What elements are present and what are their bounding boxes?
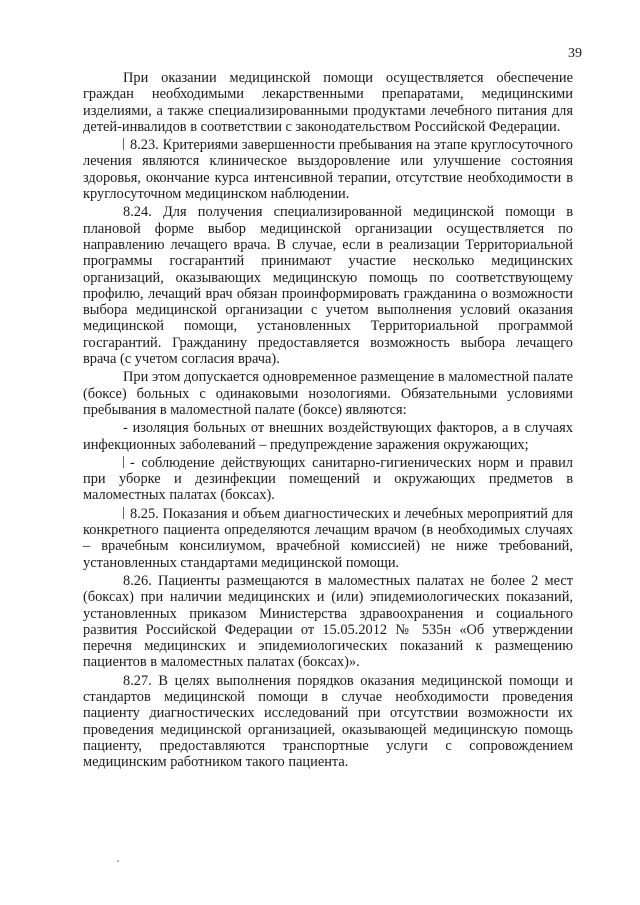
paragraph-text: 8.25. Показания и объем диагностических и лечебных мероприятий для конкретного пациента определяются лечащим врачом (в необходимых случаях – врачебным консилиумом, врачебной комиссией) не ниже требований, установленных стандартами медицинской помощи. (83, 505, 573, 571)
margin-mark (123, 507, 124, 519)
page-number: 39 (568, 46, 582, 61)
margin-mark (123, 138, 124, 150)
paragraph-8-23 (83, 137, 573, 202)
paragraph-text: 8.23. Критериями завершенности пребывания на этапе круглосуточного лечения являются клиническое выздоровление или улучшение состояния здоровья, окончание курса интенсивной терапии, отсутствие необходимости в круглосуточном медицинском наблюдении. (83, 137, 573, 203)
paragraph-medication-provision: При оказании медицинской помощи осуществляется обеспечение граждан необходимыми лекарственными препаратами, медицинскими изделиями, а также специализированными продуктами лечебного питания для детей-инвалидов в соответствии с законодательством Российской Федерации. (83, 70, 573, 135)
paragraph-text: - соблюдение действующих санитарно-гигиенических норм и правил при уборке и дезинфекции помещений и окружающих предметов в маломестных палатах (боксах). (83, 454, 573, 504)
paragraph-8-26: 8.26. Пациенты размещаются в маломестных палатах не более 2 мест (боксах) при наличии медицинских и (или) эпидемиологических показаний, установленных приказом Министерства здравоохранения и социального развития Российской Федерации от 15.05.2012 № 535н «Об утверждении перечня медицинских и эпидемиологических показаний к размещению пациентов в маломестных палатах (боксах)». (83, 572, 573, 671)
document-body (83, 70, 573, 772)
paragraph-8-27: 8.27. В целях выполнения порядков оказания медицинской помощи и стандартов медицинской помощи в случае необходимости проведения пациенту диагностических исследований при отсутствии возможности их проведения медицинской организацией, оказывающей медицинскую помощь пациенту, предоставляются транспортные услуги с сопровождением медицинским работником такого пациента. (83, 672, 573, 771)
paragraph-8-25 (83, 506, 573, 571)
list-item-isolation: - изоляция больных от внешних воздействующих факторов, а в случаях инфекционных заболеваний – предупреждение заражения окружающих; (83, 420, 573, 453)
margin-mark (123, 456, 124, 468)
paragraph-small-ward-conditions: При этом допускается одновременное размещение в маломестной палате (боксе) больных с одинаковыми нозологиями. Обязательными условиями пребывания в маломестной палате (боксе) являются: (83, 369, 573, 418)
paragraph-8-24: 8.24. Для получения специализированной медицинской помощи в плановой форме выбор медицинской организации осуществляется по направлению лечащего врача. В случае, если в реализации Территориальной программы госгарантий принимают участие несколько медицинских организаций, оказывающих медицинскую помощь по соответствующему профилю, лечащий врач обязан проинформировать гражданина о возможности выбора медицинской организации с учетом выполнения условий оказания медицинской помощи, установленных Территориальной программой госгарантий. Гражданину предоставляется возможность выбора лечащего врача (с учетом согласия врача). (83, 204, 573, 368)
list-item-sanitary-norms (83, 455, 573, 504)
scan-speck (117, 860, 119, 862)
